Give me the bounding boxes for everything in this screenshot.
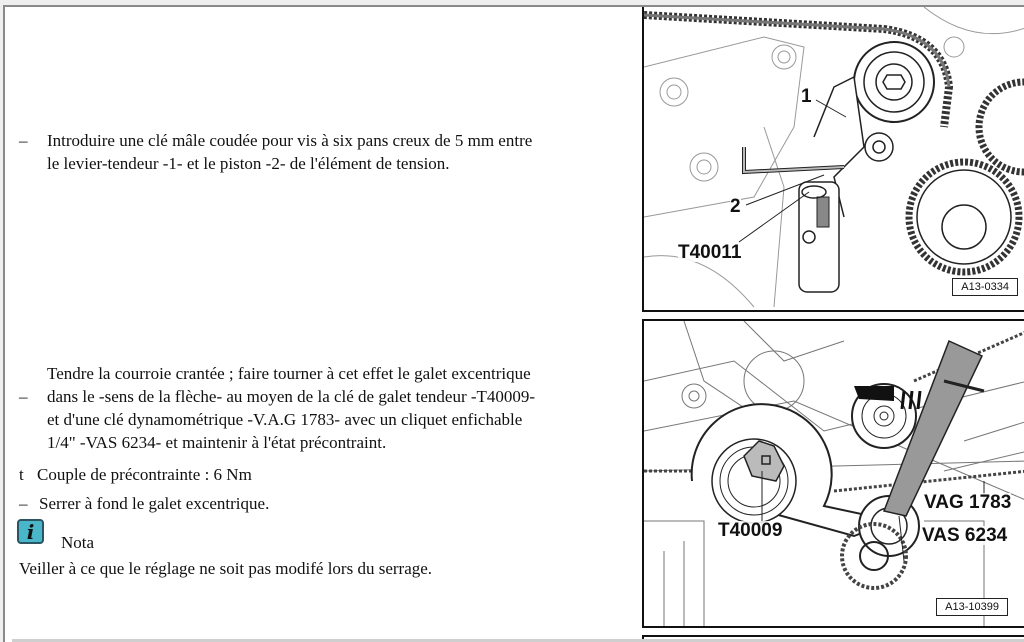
step-line: Serrer à fond le galet excentrique.: [39, 494, 270, 513]
figure-tensioner-hex-key: [642, 7, 1024, 312]
step-line: Introduire une clé mâle coudée pour vis à six pans creux de 5 mm entre: [47, 131, 533, 150]
figure-code: A13-10399: [936, 598, 1008, 616]
step-line: dans le -sens de la flèche- au moyen de la clé de galet tendeur -T40009-: [47, 387, 536, 406]
engine-drawing-illustration: [644, 321, 1024, 628]
callout-vag-1783: VAG 1783: [924, 492, 1012, 513]
step-tighten-roller: [19, 492, 269, 515]
step-dash-marker: –: [19, 387, 28, 406]
callout-t40011: T40011: [678, 242, 742, 263]
callout-2: 2: [730, 196, 741, 217]
step-line: et d'une clé dynamométrique -V.A.G 1783- avec un cliquet enfichable: [47, 410, 523, 429]
nota-label: Nota: [61, 533, 95, 552]
step-tension-belt: [19, 362, 535, 454]
step-line: 1/4" -VAS 6234- et maintenir à l'état précontraint.: [47, 433, 387, 452]
instructions-column: [5, 7, 640, 642]
callout-vas-6234: VAS 6234: [922, 525, 1008, 546]
step-line: Couple de précontrainte : 6 Nm: [37, 465, 252, 484]
step-dash-marker: –: [19, 494, 28, 513]
step-line: Tendre la courroie crantée ; faire tourner à cet effet le galet excentrique: [47, 364, 531, 383]
callout-1: 1: [801, 86, 812, 107]
info-icon: i: [17, 519, 44, 544]
step-insert-hex-key: [19, 129, 532, 175]
step-torque-spec: [19, 463, 252, 486]
figure-torque-wrench-tensioning: [642, 319, 1024, 628]
document-page: [3, 5, 1024, 642]
nota-text: Veiller à ce que le réglage ne soit pas modifé lors du serrage.: [19, 559, 433, 578]
step-line: le levier-tendeur -1- et le piston -2- de l'élément de tension.: [47, 154, 450, 173]
engine-drawing-illustration: [644, 7, 1024, 312]
callout-t40009: T40009: [718, 520, 783, 541]
torque-marker: t: [19, 465, 24, 484]
step-dash-marker: –: [19, 131, 28, 150]
figure-code: A13-0334: [952, 278, 1018, 296]
